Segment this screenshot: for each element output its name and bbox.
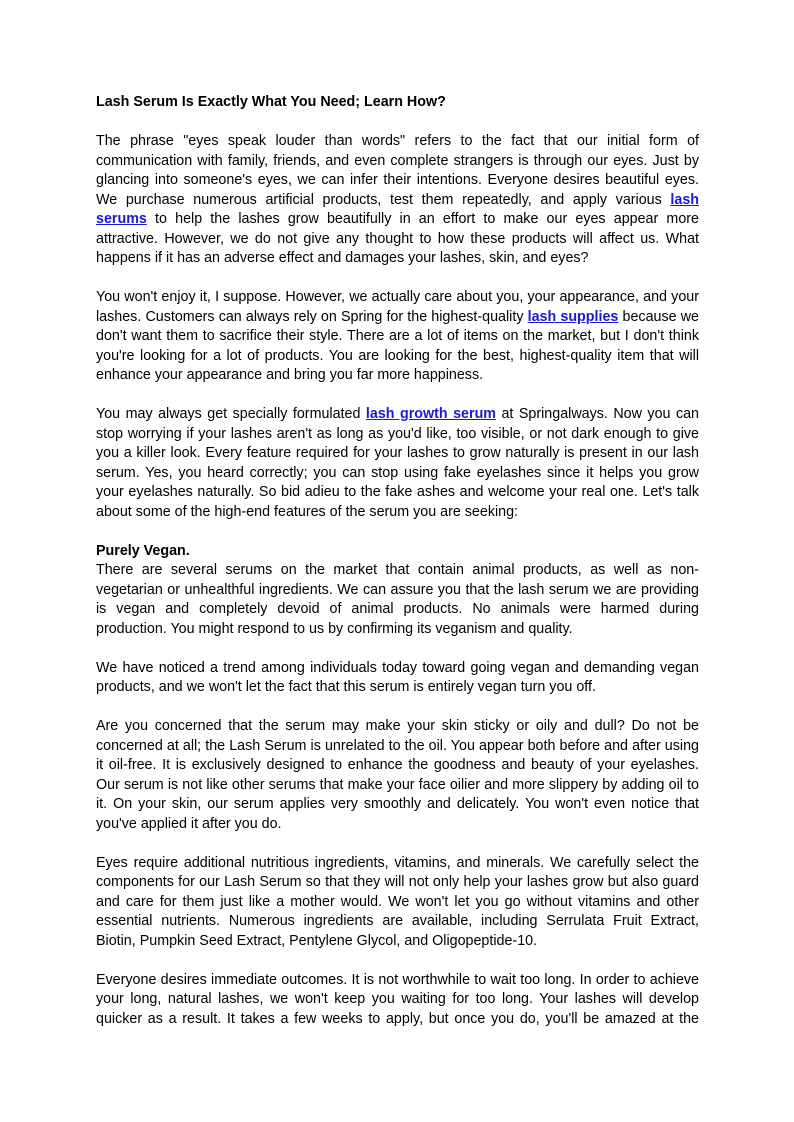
link-lash-growth-serum[interactable]: lash growth serum bbox=[365, 406, 497, 422]
document-page bbox=[96, 93, 699, 1049]
paragraph-intro bbox=[96, 132, 699, 269]
text: You may always get specially formulated bbox=[96, 406, 366, 422]
paragraph-care bbox=[96, 288, 699, 386]
paragraph-trend: We have noticed a trend among individuals today toward going vegan and demanding vegan products, and we won't let the fact that this serum is entirely vegan turn you off. bbox=[96, 659, 699, 695]
document-title: Lash Serum Is Exactly What You Need; Learn How? bbox=[96, 94, 446, 110]
text: The phrase "eyes speak louder than words" refers to the fact that our initial form of communication with family, friends, and even complete strangers is through our eyes. Just by glancing into someone's eyes, we can infer their intentions. Everyone desires beautiful eyes. We purchase numerous artificial products, test them repeatedly, and apply various bbox=[96, 133, 699, 208]
paragraph-vegan: There are several serums on the market that contain animal products, as well as non-vegetarian or unhealthful ingredients. We can assure you that the lash serum we are providing is vegan and completely devoid of animal products. No animals were harmed during production. You might respond to us by confirming its veganism and quality. bbox=[96, 562, 699, 637]
text: because we don't want them to sacrifice their style. There are a lot of items on the market, but I don't think you're looking for a lot of products. You are looking for the best, highest-quality item that will enhance your appearance and bring you far more happiness. bbox=[96, 308, 699, 383]
paragraph-outcomes: Everyone desires immediate outcomes. It is not worthwhile to wait too long. In order to achieve your long, natural lashes, we won't keep you waiting for too long. Your lashes will develop quicker as a result. It takes a few weeks to apply, but once you do, you'll be amazed at the bbox=[96, 971, 699, 1027]
text: You won't enjoy it, I suppose. However, we actually care about you, your appearance, and your lashes. Customers can always rely on Spring for the highest-quality bbox=[96, 289, 699, 325]
paragraph-nutrients: Eyes require additional nutritious ingredients, vitamins, and minerals. We carefully select the components for our Lash Serum so that they will not only help your lashes grow but also guard and care for them just like a mother would. We won't let you go without vitamins and other essential nutrients. Numerous ingredients are available, including Serrulata Fruit Extract, Biotin, Pumpkin Seed Extract, Pentylene Glycol, and Oligopeptide-10. bbox=[96, 854, 699, 949]
subheading-vegan: Purely Vegan. bbox=[96, 542, 190, 559]
text: at Springalways. Now you can stop worrying if your lashes aren't as long as you'd like, too visible, or not dark enough to give you a killer look. Every feature required for your lashes to grow naturally is present in our lash serum. Yes, you heard correctly; you can stop using fake eyelashes since it helps you grow your eyelashes naturally. So bid adieu to the fake ashes and welcome your real one. Let's talk about some of the high-end features of the serum you are seeking: bbox=[96, 406, 699, 520]
paragraph-oil-free: Are you concerned that the serum may make your skin sticky or oily and dull? Do not be concerned at all; the Lash Serum is unrelated to the oil. You appear both before and after using it oil-free. It is exclusively designed to enhance the goodness and beauty of your eyelashes. Our serum is not like other serums that make your face oilier and more slippery by adding oil to it. On your skin, our serum applies very smoothly and delicately. You won't even notice that you've applied it after you do. bbox=[96, 718, 699, 832]
link-lash-supplies[interactable]: lash supplies bbox=[527, 308, 619, 325]
paragraph-growth bbox=[96, 405, 699, 522]
link-lash-serums[interactable]: lash serums bbox=[96, 191, 699, 227]
text: to help the lashes grow beautifully in an effort to make our eyes appear more attractive. However, we do not give any thought to how these products will affect us. What happens if it has an adverse effect and damages your lashes, skin, and eyes? bbox=[96, 211, 699, 266]
